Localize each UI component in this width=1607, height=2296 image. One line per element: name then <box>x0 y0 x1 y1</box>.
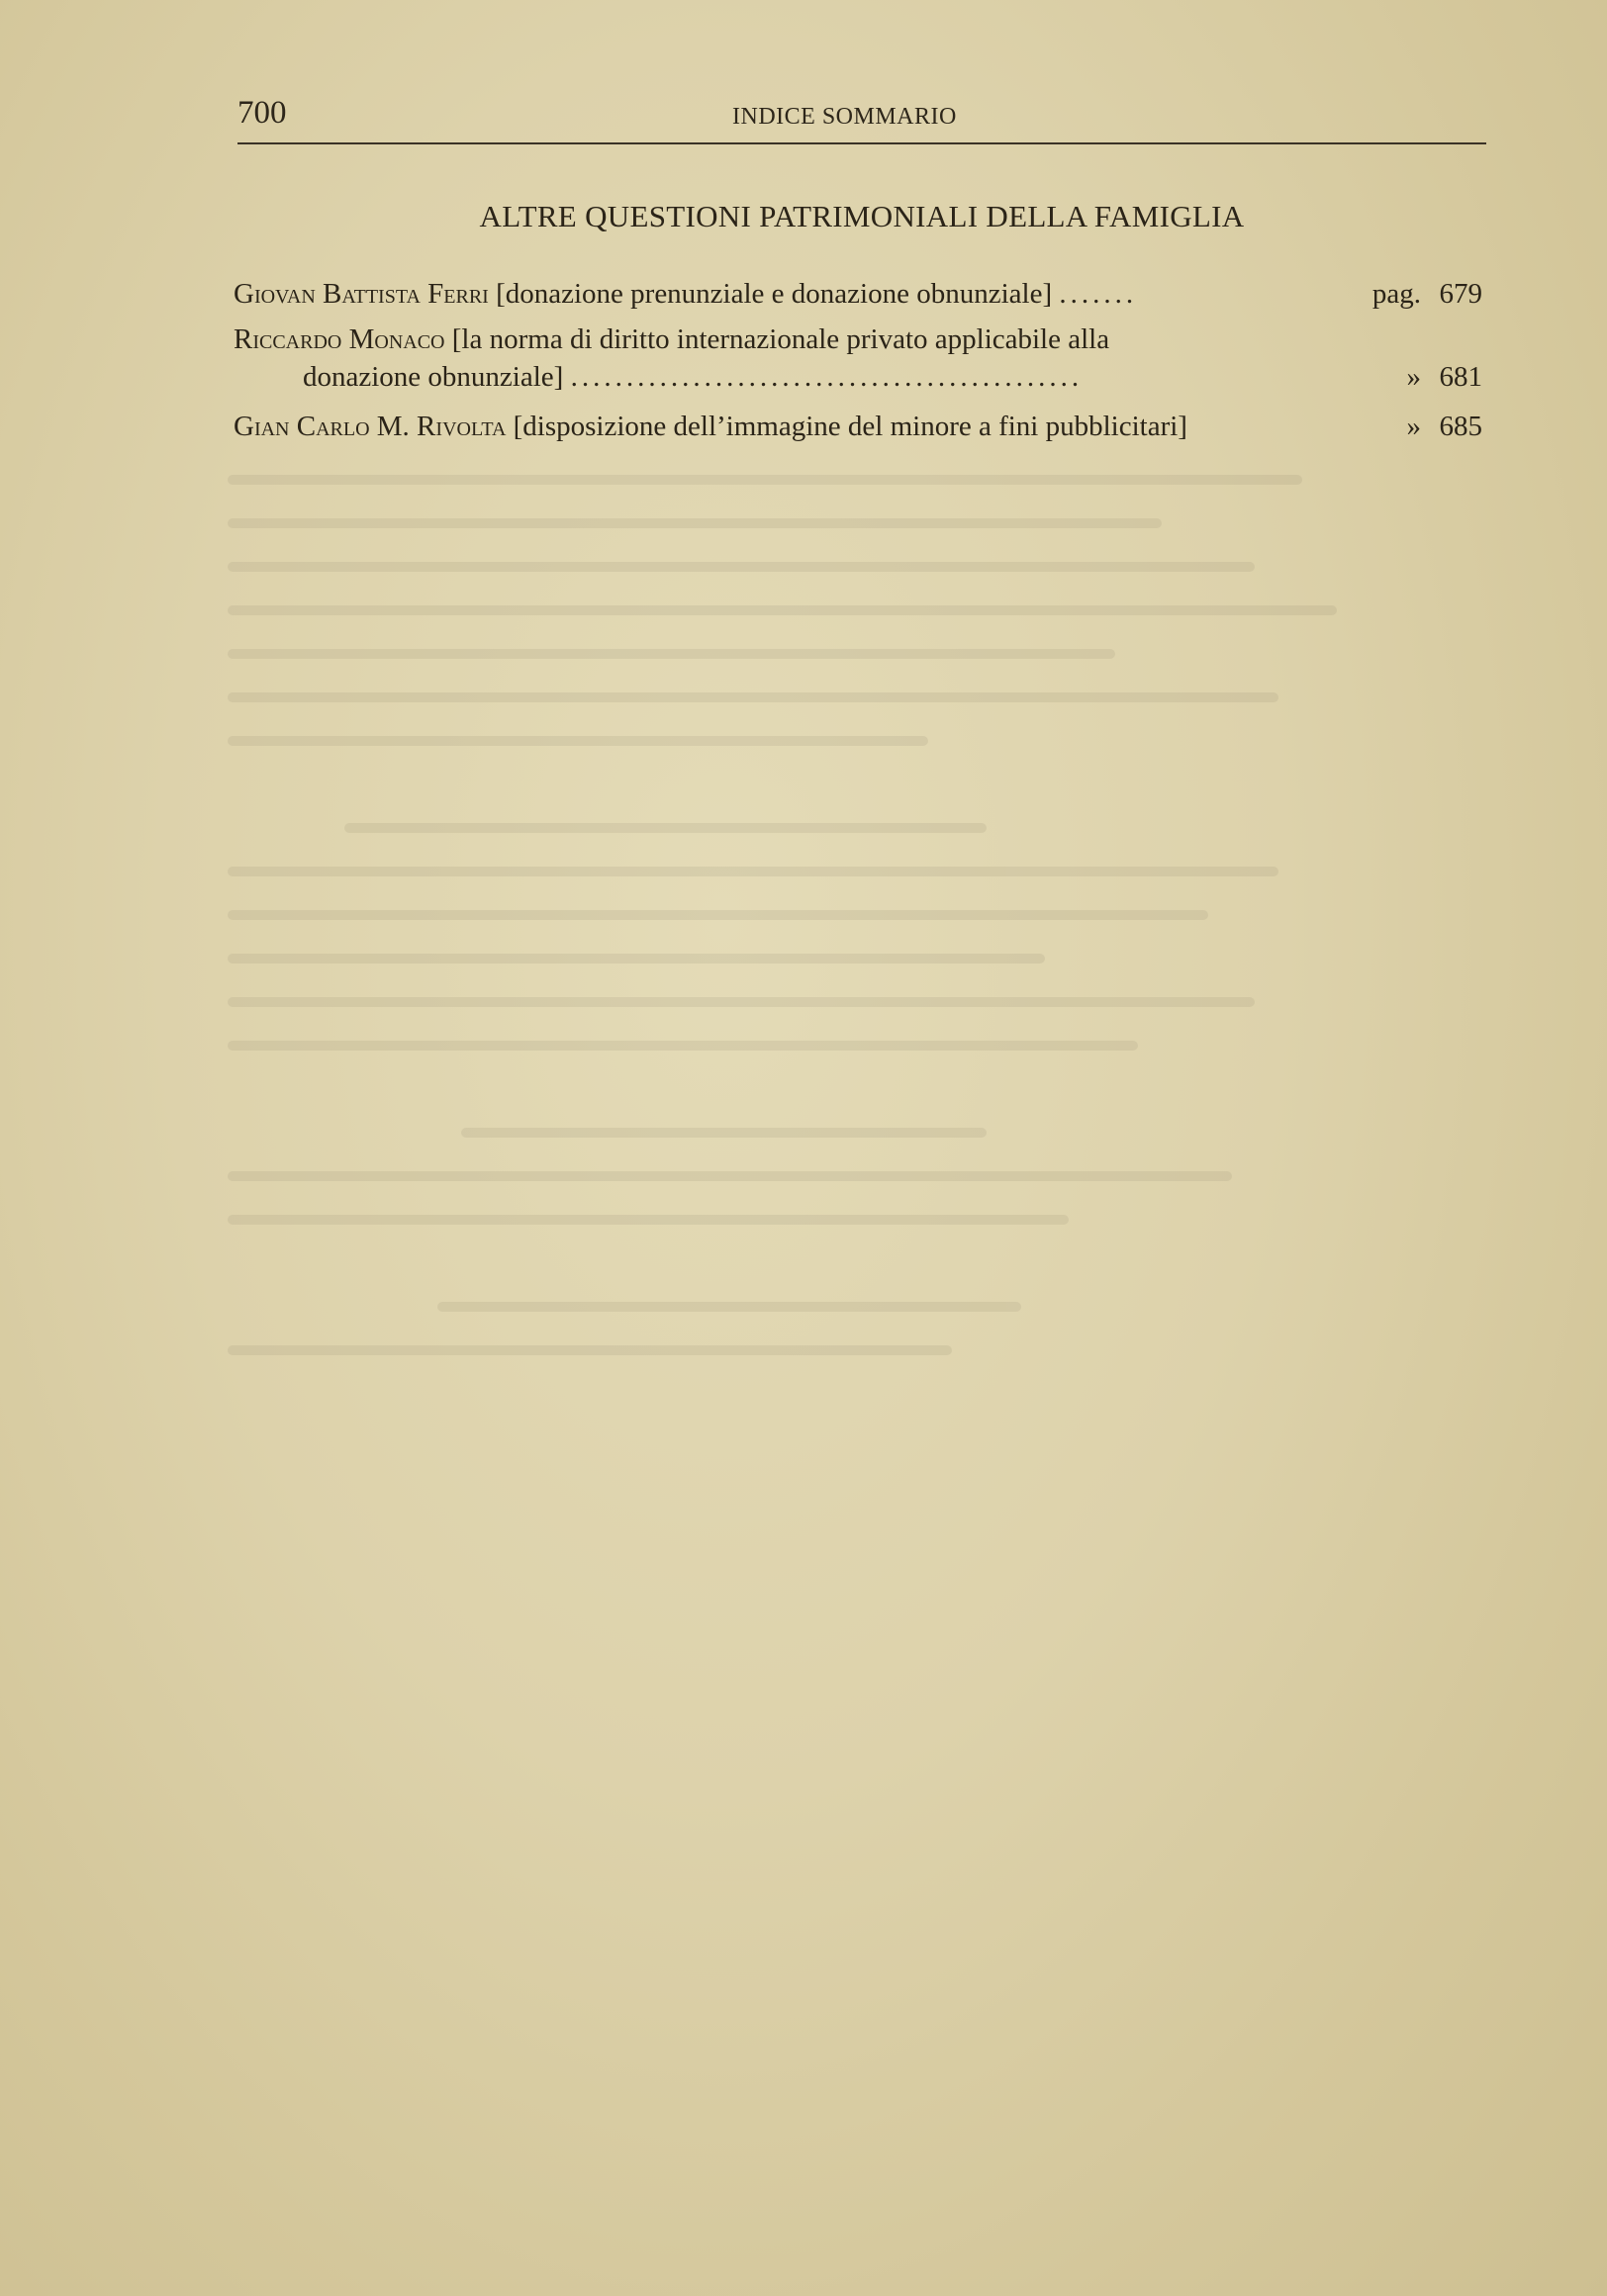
dot-leader: .............................................. <box>570 361 1084 393</box>
page-number-ref: 679 <box>1439 278 1482 310</box>
toc-entry <box>234 321 1486 396</box>
page-number-ref: 681 <box>1439 361 1482 393</box>
running-head: INDICE SOMMARIO <box>732 104 957 130</box>
page-header <box>237 95 1486 144</box>
toc-entry <box>234 275 1486 313</box>
page-number-ref: 685 <box>1439 411 1482 442</box>
entry-text <box>234 321 1304 358</box>
page-label: » <box>1406 361 1421 393</box>
entry-text <box>234 275 1304 313</box>
entry-topic: [disposizione dell’immagine del minore a fini pubblicitari] <box>513 411 1187 442</box>
entry-author: Riccardo Monaco <box>234 323 445 355</box>
entry-topic-continued: donazione obnunziale] <box>303 361 564 393</box>
page-reference <box>1358 358 1482 396</box>
entry-author: Giovan Battista Ferri <box>234 278 489 310</box>
bleed-through-texture <box>228 475 1395 2058</box>
toc-entry <box>234 408 1486 445</box>
page-reference <box>1358 408 1482 445</box>
page-reference <box>1358 275 1482 313</box>
section-title: ALTRE QUESTIONI PATRIMONIALI DELLA FAMIGLIA <box>479 199 1245 233</box>
entry-author: Gian Carlo M. Rivolta <box>234 411 507 442</box>
entry-text-continued <box>303 358 1304 396</box>
entry-topic: [la norma di diritto internazionale privato applicabile alla <box>451 323 1110 355</box>
dot-leader: ....... <box>1059 278 1138 310</box>
entry-topic: [donazione prenunziale e donazione obnunziale] <box>496 278 1053 310</box>
page-number: 700 <box>237 95 287 131</box>
page-label: » <box>1406 411 1421 442</box>
entry-text <box>234 408 1304 445</box>
page-label: pag. <box>1371 278 1421 310</box>
